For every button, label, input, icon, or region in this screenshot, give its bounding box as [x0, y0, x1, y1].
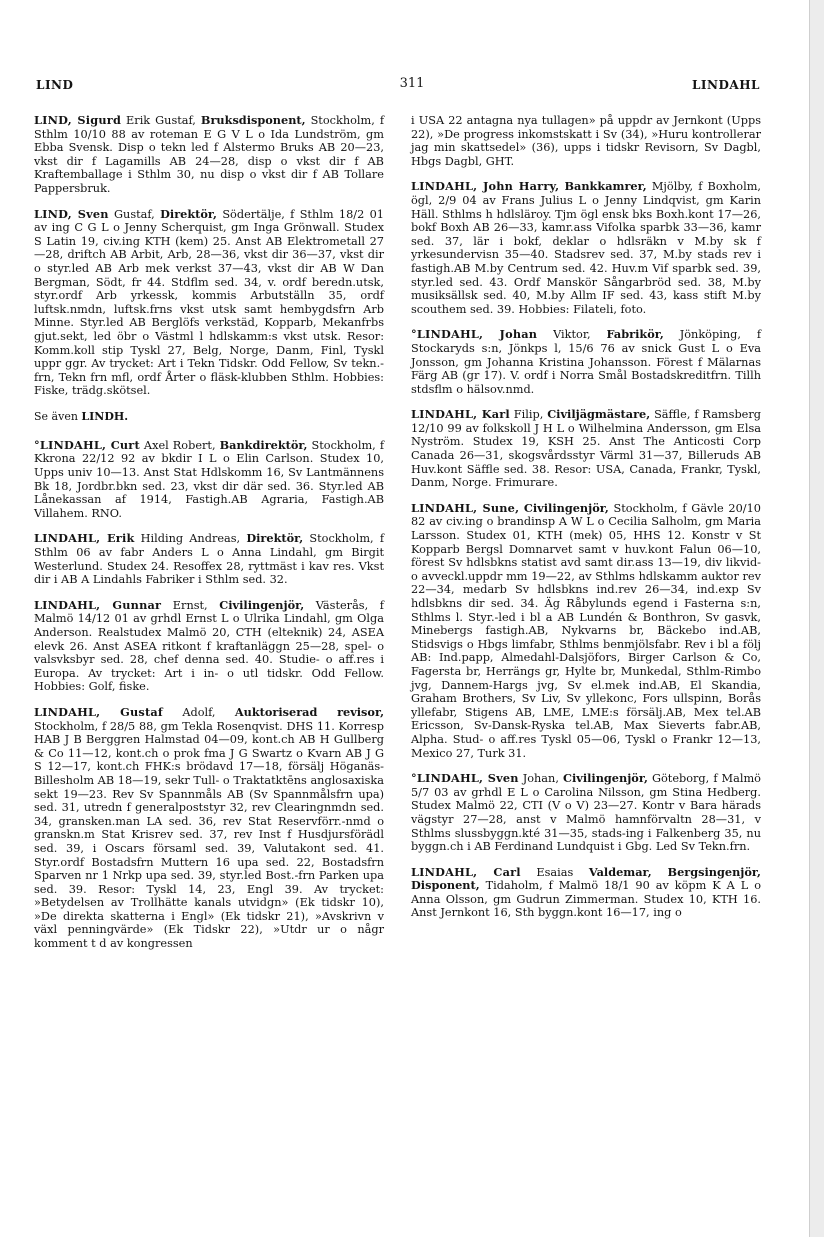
running-head-right: LINDAHL	[691, 78, 760, 92]
entry-title: Civiljägmästare,	[547, 407, 651, 422]
biography-entry	[34, 208, 384, 398]
entry-text: Tidaholm, f Malmö 18/1 90 av köpm K A L o Anna Olsson, gm Gudrun Zimmerman. Studex 10, KTH 16. Anst Jernkont 16, Sth byggn.kont 16—17, ing o	[411, 879, 761, 920]
entry-title: Fabrikör,	[606, 327, 664, 342]
biography-entry	[411, 180, 761, 316]
entry-title: Direktör,	[160, 206, 217, 221]
entry-title: Civilingenjör,	[219, 597, 305, 612]
biography-entry	[411, 502, 761, 760]
entry-title: Direktör,	[246, 531, 304, 546]
biography-entry	[411, 866, 761, 920]
entry-name: LINDAHL, John Harry,	[411, 179, 560, 194]
entry-text: Göteborg, f Malmö 5/7 03 av grhdl E L o Carolina Nilsson, gm Stina Hedberg. Studex Malmö 22, CTI (V o V) 23—27. Kontr v Bara härads vägstyr 27—28, anst v Malmö hamnförvaltn 28—31, v Sthlms slussbyggn.kté 31—35, stads-ing i Falkenberg 35, nu byggn.ch i AB Ferdinand Lundquist i Gbg. Led Sv Tekn.frn.	[411, 772, 761, 854]
biography-entry	[34, 114, 384, 196]
entry-text: Stockholm, f Gävle 20/10 82 av civ.ing o brandinsp A W L o Cecilia Salholm, gm Maria Larsson. Studex 01, KTH (mek) 05, HHS 12. Konstr v St Kopparb Bergsl Domnarvet samt v huv.kont Falun 06—10, förest Sv hdlsbkns statist avd samt dir.ass 13—19, div likvid- o avveckl.uppdr mm 19—22, av Sthlms hdlskamm auktor rev 22—34, medarb Sv hdlsbkns ind.rev 26—34, ind.exp Sv hdlsbkns dir sed. 34. Äg Råbylunds egend i Fasterna s:n, Sthlms l. Styr.-led i bl a AB Lundén & Bonthron, Sv gasvk, Minebergs fastigh.AB, Nykvarns br, Bäckebo ind.AB, Stidsvigs o Hbgs limfabr, Sthlms benmjölsfabr. Rev i bl a följ AB: Ind.papp, Almedahl-Dalsjöfors, Birger Carlson & Co, Fagersta br, Herrängs gr, Hylte br, Munkedal, Sthlm-Rimbo jvg, Dannem-Hargs jvg, Sv el.mek ind.AB, El Skandia, Graham Brothers, Sv Liv, Sv yllekonc, Fors ullspinn, Borås yllefabr, Stigens AB, LME, LME:s försälj.AB, Mex tel.AB Ericsson, Sv-Dansk-Ryska tel.AB, Max Sieverts fabr.AB, Alpha. Stud- o aff.res Tyskl 05—06, Tyskl o Frankr 12—13, Mexico 27, Turk 31.	[411, 501, 761, 760]
see-also-reference	[34, 410, 384, 423]
biography-entry	[34, 532, 384, 586]
entry-text: Stockholm, f 28/5 88, gm Tekla Rosenqvist. DHS 11. Korresp HAB J B Berggren Halmstad 04—09, kont.ch AB H Gullberg & Co 11—12, kont.ch o prok fma J G Swartz o Kvarn AB J G S 12—17, kont.ch FHK:s brödavd 17—18, försälj Höganäs-Billesholm AB 18—19, sekr Tull- o Traktatktēns anglosaxiska sekt 19—23. Rev Sv Spannmåls AB (Sv Spannmålsfrn upa) sed. 31, utredn f generalpoststyr 32, rev Clearingnmdn sed. 34, gransken.man LA sed. 36, rev Stat Reservförr.-nmd o granskn.m Stat Krisrev sed. 37, rev Inst f Husdjursförädl sed. 39, i Oscars församl sed. 39, Valutakont sed. 41. Styr.ordf Bostadsfrn Muttern 16 upa sed. 22, Bostadsfrn Sparven nr 1 Nrkp upa sed. 39, styr.led Bost.-frn Parken upa sed. 39. Resor: Tyskl 14, 23, Engl 39. Av trycket: »Betydelsen av Trollhätte kanals utvidgn» (Ek tidskr 10), »De direkta skatterna i Engl» (Ek tidskr 21), »Avskrivn v växl penningvärde» (Ek Tidskr 22), »Utdr ur o någr komment t d av kongressen	[34, 719, 384, 951]
entry-name: LINDAHL, Gustaf	[34, 704, 163, 719]
entry-given-names: Ernst,	[161, 598, 220, 612]
entry-name: LIND, Sven	[34, 206, 109, 221]
see-also-target: LINDH.	[81, 409, 129, 423]
biography-entry	[411, 328, 761, 396]
entry-name: LINDAHL, Carl	[411, 864, 521, 879]
page-edge	[810, 0, 824, 1237]
entry-given-names: Viktor,	[537, 328, 607, 342]
entry-name: °LINDAHL, Curt	[34, 437, 140, 452]
entry-given-names: Axel Robert,	[139, 438, 220, 452]
entry-name: LINDAHL, Erik	[34, 531, 135, 546]
entry-continuation	[411, 114, 761, 168]
entry-name: LINDAHL, Karl	[411, 407, 510, 422]
entry-text: Säffle, f Ramsberg 12/10 99 av folkskoll J H L o Wilhelmina Andersson, gm Elsa Nyström. Studex 19, KSH 25. Anst The Anticosti Corp Canada 26—31, skogsvårdsstyr Värml 31—37, Billeruds AB Huv.kont Säffle sed. 38. Resor: USA, Canada, Frankr, Tyskl, Danm, Norge. Frimurare.	[411, 408, 761, 490]
entry-title: Valdemar, Bergsingenjör, Disponent,	[411, 864, 761, 893]
biography-entry	[34, 706, 384, 951]
see-also-prefix: Se även	[34, 409, 82, 423]
entry-given-names: Esaias	[520, 865, 589, 879]
entry-given-names: Gustaf,	[108, 207, 161, 221]
biography-entry	[34, 439, 384, 521]
entry-text: Mjölby, f Boxholm, ögl, 2/9 04 av Frans Julius L o Jenny Lindqvist, gm Karin Häll. Sthlms h hdlsläroy. Tjm ögl ensk bks Boxh.kont 17—26, bokf Boxh AB 26—33, kamr.ass Vifolka sparbk 33—36, kamr sed. 37, lär i bokf, deklar o hdlsräkn v M.by sk f yrkesundervisn 35—40. Stadsrev sed. 37, M.by stads rev i fastigh.AB M.by Centrum sed. 42. Huv.m Vif sparbk sed. 39, styr.led sed. 43. Ordf Manskör Sångarbröd sed. 38, M.by musiksällsk sed. 40, M.by Allm IF sed. 43, kass stift M.by scouthem sed. 39. Hobbies: Filateli, foto.	[411, 180, 762, 316]
entry-text: Jönköping, f Stockaryds s:n, Jönkps l, 15/6 76 av snick Gust L o Eva Jonsson, gm Johanna Kristina Johansson. Förest f Mälarnas Färg AB (gr 17). V. ordf i Norra Smål Bostadskreditfrn. Tillh stdsflm o hälsov.nmd.	[411, 328, 761, 396]
entry-name: °LINDAHL, Sven	[411, 771, 519, 786]
entry-name: °LINDAHL, Johan	[411, 327, 538, 342]
entry-given-names: Erik Gustaf,	[121, 114, 201, 127]
page-edge-line	[809, 0, 810, 1237]
entry-given-names: Filip,	[509, 408, 548, 422]
biography-entry	[411, 772, 761, 854]
entry-given-names: Adolf,	[162, 705, 235, 719]
entry-title: Bankdirektör,	[219, 437, 308, 452]
entry-text: Stockholm, f Sthlm 10/10 88 av roteman E G V L o Ida Lundström, gm Ebba Svensk. Disp o tekn led f Alstermo Bruks AB 20—23, vkst dir f Lagamills AB 24—28, disp o vkst dir f AB Kraftemballage i Sthlm 30, nu disp o vkst dir f AB Tollare Pappersbruk.	[34, 114, 384, 195]
entry-title: Civilingenjör,	[523, 500, 609, 515]
entry-given-names: Johan,	[518, 772, 563, 786]
running-head-left: LIND	[36, 78, 74, 92]
entry-title: Auktoriserad revisor,	[234, 704, 385, 719]
entry-text: Södertälje, f Sthlm 18/2 01 av ing C G L o Jenny Scherquist, gm Inga Grönwall. Studex S Latin 19, civ.ing KTH (kem) 25. Anst AB Elektrometall 27—28, driftch AB Arbit, Arb, 28—36, vkst dir 36—37, vkst dir o styr.led AB Arb mek verkst 37—43, vkst dir AB W Dan Bergman, Södt, fr 44. Stdflm sed. 34, v. ordf beredn.utsk, styr.ordf Arb yrkessk, kommis Arbutställn 35, ordf luftsk.nmdn, luftsk.frns vkst utsk samt hembygdsfrn Arb Minne. Styr.led AB Berglöfs verkstäd, Kopparb, Mekanfrbs gjut.sekt, led öbr o Västml l hdlskamm:s vkst utsk. Resor: Komm.koll stip Tyskl 27, Belg, Norge, Danm, Finl, Tyskl uppr ggr. Av trycket: Art i Tekn Tidskr. Odd Fellow, Sv tekn.-frn, Tekn frn mfl, ordf Årter o fläsk-klubben Sthlm. Hobbies: Fiske, trädg.skötsel.	[34, 207, 384, 398]
entry-text: i USA 22 antagna nya tullagen» på uppdr av Jernkont (Upps 22), »De progress inkomstskatt i Sv (34), »Huru kontrollerar jag min skattsedel» (36), upps i tidskr Revisorn, Sv Dagbl, Hbgs Dagbl, GHT.	[411, 114, 761, 168]
left-column	[34, 114, 384, 963]
entry-text: Stockholm, f Sthlm 06 av fabr Anders L o Anna Lindahl, gm Birgit Westerlund. Studex 24. Resoffex 28, ryttmäst i kav res. Vkst dir i AB A Lindahls Fabriker i Sthlm sed. 32.	[34, 532, 385, 587]
biography-entry	[411, 408, 761, 490]
entry-title: Civilingenjör,	[562, 771, 648, 786]
entry-text: Västerås, f Malmö 14/12 01 av grhdl Ernst L o Ulrika Lindahl, gm Olga Anderson. Realstudex Malmö 20, CTH (elteknik) 24, ASEA elevk 26. Anst ASEA ritkont f kraftanläggn 25—28, spel- o valsvksbyr sed. 28, chef denna sed. 40. Studie- o aff.res i Europa. Av trycket: Art i in- o utl tidskr. Odd Fellow. Hobbies: Golf, fiske.	[34, 598, 384, 694]
entry-name: LINDAHL, Gunnar	[34, 597, 162, 612]
right-column	[411, 114, 761, 932]
entry-text: Stockholm, f Kkrona 22/12 92 av bkdir I L o Elin Carlson. Studex 10, Upps univ 10—13. Anst Stat Hdlskomm 16, Sv Lantmännens Bk 18, Jordbr.bkn sed. 23, vkst dir där sed. 36. Styr.led AB Lånekassan af 1914, Fastigh.AB Agraria, Fastigh.AB Villahem. RNO.	[34, 438, 384, 520]
entry-title: Bankkamrer,	[564, 179, 647, 194]
biography-entry	[34, 599, 384, 694]
entry-name: LIND, Sigurd	[34, 113, 122, 127]
entry-given-names: Hilding Andreas,	[134, 532, 247, 546]
page-number: 311	[399, 76, 425, 91]
entry-title: Bruksdisponent,	[200, 113, 306, 127]
entry-name: LINDAHL, Sune,	[411, 500, 520, 515]
